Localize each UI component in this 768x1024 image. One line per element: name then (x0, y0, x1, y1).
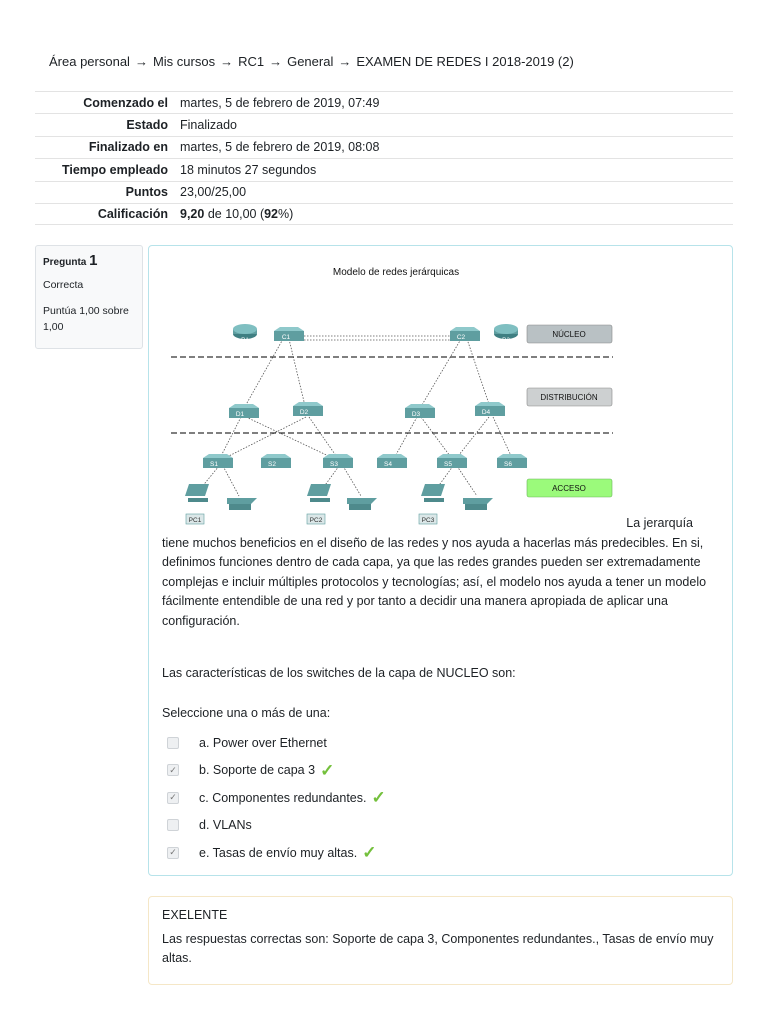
switch-label: S4 (384, 461, 392, 468)
question-grade: Puntúa 1,00 sobre 1,00 (43, 305, 129, 334)
question-content (148, 245, 733, 876)
switch-label: S6 (504, 461, 512, 468)
switch-label: D2 (299, 409, 309, 416)
breadcrumb-item-area-personal[interactable]: Área personal (49, 54, 130, 69)
answer-label: d. VLANs (199, 818, 252, 833)
answer-option-c[interactable] (167, 784, 386, 812)
switch-label: D4 (481, 409, 491, 416)
printer-icon (347, 498, 377, 510)
diagram-title: Modelo de redes jerárquicas (332, 267, 460, 278)
answer-label: c. Componentes redundantes. (199, 790, 367, 805)
answer-checkbox[interactable] (167, 847, 179, 859)
answer-checkbox[interactable] (167, 737, 179, 749)
summary-row-grade (35, 203, 733, 225)
answer-checkbox[interactable] (167, 792, 179, 804)
summary-label: Puntos (125, 185, 168, 200)
pc-label: PC3 (421, 517, 435, 524)
access-switch-s1-icon (203, 454, 233, 468)
check-mark-icon: ✓ (169, 792, 177, 803)
switch-label: D3 (411, 411, 421, 418)
switch-label: C2 (456, 334, 466, 341)
switch-label: C1 (281, 334, 291, 341)
switch-label: S1 (210, 461, 218, 468)
answer-checkbox[interactable] (167, 819, 179, 831)
access-switch-s4-icon (377, 454, 407, 468)
distribution-layer-label (527, 388, 612, 406)
answer-option-b[interactable] (167, 757, 386, 785)
summary-value: Finalizado (180, 118, 237, 133)
summary-row-marks (35, 181, 733, 203)
layer-label-text: DISTRIBUCIÓN (540, 393, 598, 402)
answer-list (167, 729, 386, 867)
attempt-summary-table (35, 91, 733, 225)
breadcrumb-separator: → (220, 54, 234, 69)
question-text (162, 514, 722, 632)
core-switch-c2-icon (450, 327, 480, 341)
core-layer-label (527, 325, 612, 343)
pc-label: PC1 (188, 517, 202, 524)
router-r2-icon (494, 324, 518, 344)
switch-label: D1 (235, 411, 245, 418)
correct-tick-icon: ✓ (371, 788, 386, 808)
answer-label: e. Tasas de envío muy altas. (199, 845, 358, 860)
breadcrumb-separator: → (338, 54, 352, 69)
answer-label: a. Power over Ethernet (199, 735, 327, 750)
access-layer-label (527, 479, 612, 497)
printer-icon (463, 498, 493, 510)
access-switch-s6-icon (497, 454, 527, 468)
access-switch-s2-icon (261, 454, 291, 468)
answer-checkbox[interactable] (167, 764, 179, 776)
breadcrumb-item-mis-cursos[interactable]: Mis cursos (152, 54, 216, 69)
summary-label: Estado (126, 118, 168, 133)
core-switch-c1-icon (274, 327, 304, 341)
router-label: R2 (502, 338, 510, 344)
answer-option-a[interactable] (167, 729, 386, 757)
check-mark-icon: ✓ (169, 847, 177, 858)
question-info-box (35, 245, 143, 349)
general-feedback: EXELENTE (162, 908, 228, 922)
dist-switch-d4-icon (475, 402, 505, 416)
summary-label: Tiempo empleado (61, 162, 168, 177)
grade-score: 9,20 (180, 207, 205, 222)
answer-option-e[interactable] (167, 839, 386, 867)
summary-row-started (35, 91, 733, 113)
breadcrumb (49, 54, 574, 69)
grade-percent: 92 (264, 207, 279, 222)
summary-value: 23,00/25,00 (180, 185, 247, 200)
printer-icon (227, 498, 257, 510)
summary-label: Comenzado el (83, 95, 168, 110)
question-text-lead: La jerarquía (626, 516, 693, 530)
layer-label-text: NÚCLEO (552, 330, 586, 339)
summary-label: Finalizado en (88, 140, 168, 155)
question-number-value: 1 (89, 252, 98, 269)
dist-switch-d3-icon (405, 404, 435, 418)
summary-value: martes, 5 de febrero de 2019, 07:49 (180, 95, 380, 110)
question-state: Correcta (43, 279, 84, 291)
breadcrumb-item-rc1[interactable]: RC1 (238, 54, 265, 69)
correct-tick-icon: ✓ (362, 843, 377, 863)
layer-label-text: ACCESO (552, 484, 586, 493)
hierarchical-network-diagram (161, 252, 621, 537)
router-label: R1 (241, 338, 249, 344)
summary-label: Calificación (97, 207, 168, 222)
grade-end: %) (278, 207, 294, 222)
breadcrumb-separator: → (134, 54, 148, 69)
check-mark-icon: ✓ (169, 764, 177, 775)
breadcrumb-separator: → (269, 54, 283, 69)
access-switch-s5-icon (437, 454, 467, 468)
question-number (43, 252, 135, 269)
question-prompt: Las características de los switches de la capa de NUCLEO son: (162, 666, 516, 680)
feedback-box (148, 896, 733, 985)
summary-value: 18 minutos 27 segundos (180, 162, 317, 177)
dist-switch-d1-icon (229, 404, 259, 418)
summary-row-finished (35, 136, 733, 158)
grade-mid: de 10,00 ( (204, 207, 265, 222)
breadcrumb-item-general[interactable]: General (287, 54, 334, 69)
summary-value: martes, 5 de febrero de 2019, 08:08 (180, 140, 380, 155)
switch-label: S3 (330, 461, 338, 468)
answer-label: b. Soporte de capa 3 (199, 763, 316, 778)
breadcrumb-item-examen[interactable]: EXAMEN DE REDES I 2018-2019 (2) (356, 54, 574, 69)
right-answer-text: Las respuestas correctas son: Soporte de capa 3, Componentes redundantes., Tasas de envío muy altas. (162, 931, 714, 966)
correct-tick-icon: ✓ (320, 760, 335, 780)
question-prefix: Pregunta (43, 257, 87, 268)
access-switch-s3-icon (323, 454, 353, 468)
question-text-body: tiene muchos beneficios en el diseño de las redes y nos ayuda a hacerlas más predecibles. En si, definimos funciones dentro de cada capa, ya que las redes grandes pueden ser extremadamente complejas e incluir múltiples protocolos y tecnologías; así, el modelo nos ayuda a tener un modelo fácilmente entendible de una red y por tanto a decidir una manera apropiada de aplicar una configuración. (162, 535, 707, 628)
switch-label: S5 (444, 461, 452, 468)
dist-switch-d2-icon (293, 402, 323, 416)
summary-row-time-taken (35, 158, 733, 180)
switch-label: S2 (268, 461, 276, 468)
pc-label: PC2 (309, 517, 323, 524)
grade-value (180, 207, 293, 221)
summary-row-state (35, 113, 733, 135)
select-hint: Seleccione una o más de una: (162, 706, 331, 720)
router-r1-icon (233, 324, 257, 344)
answer-option-d[interactable] (167, 812, 386, 840)
